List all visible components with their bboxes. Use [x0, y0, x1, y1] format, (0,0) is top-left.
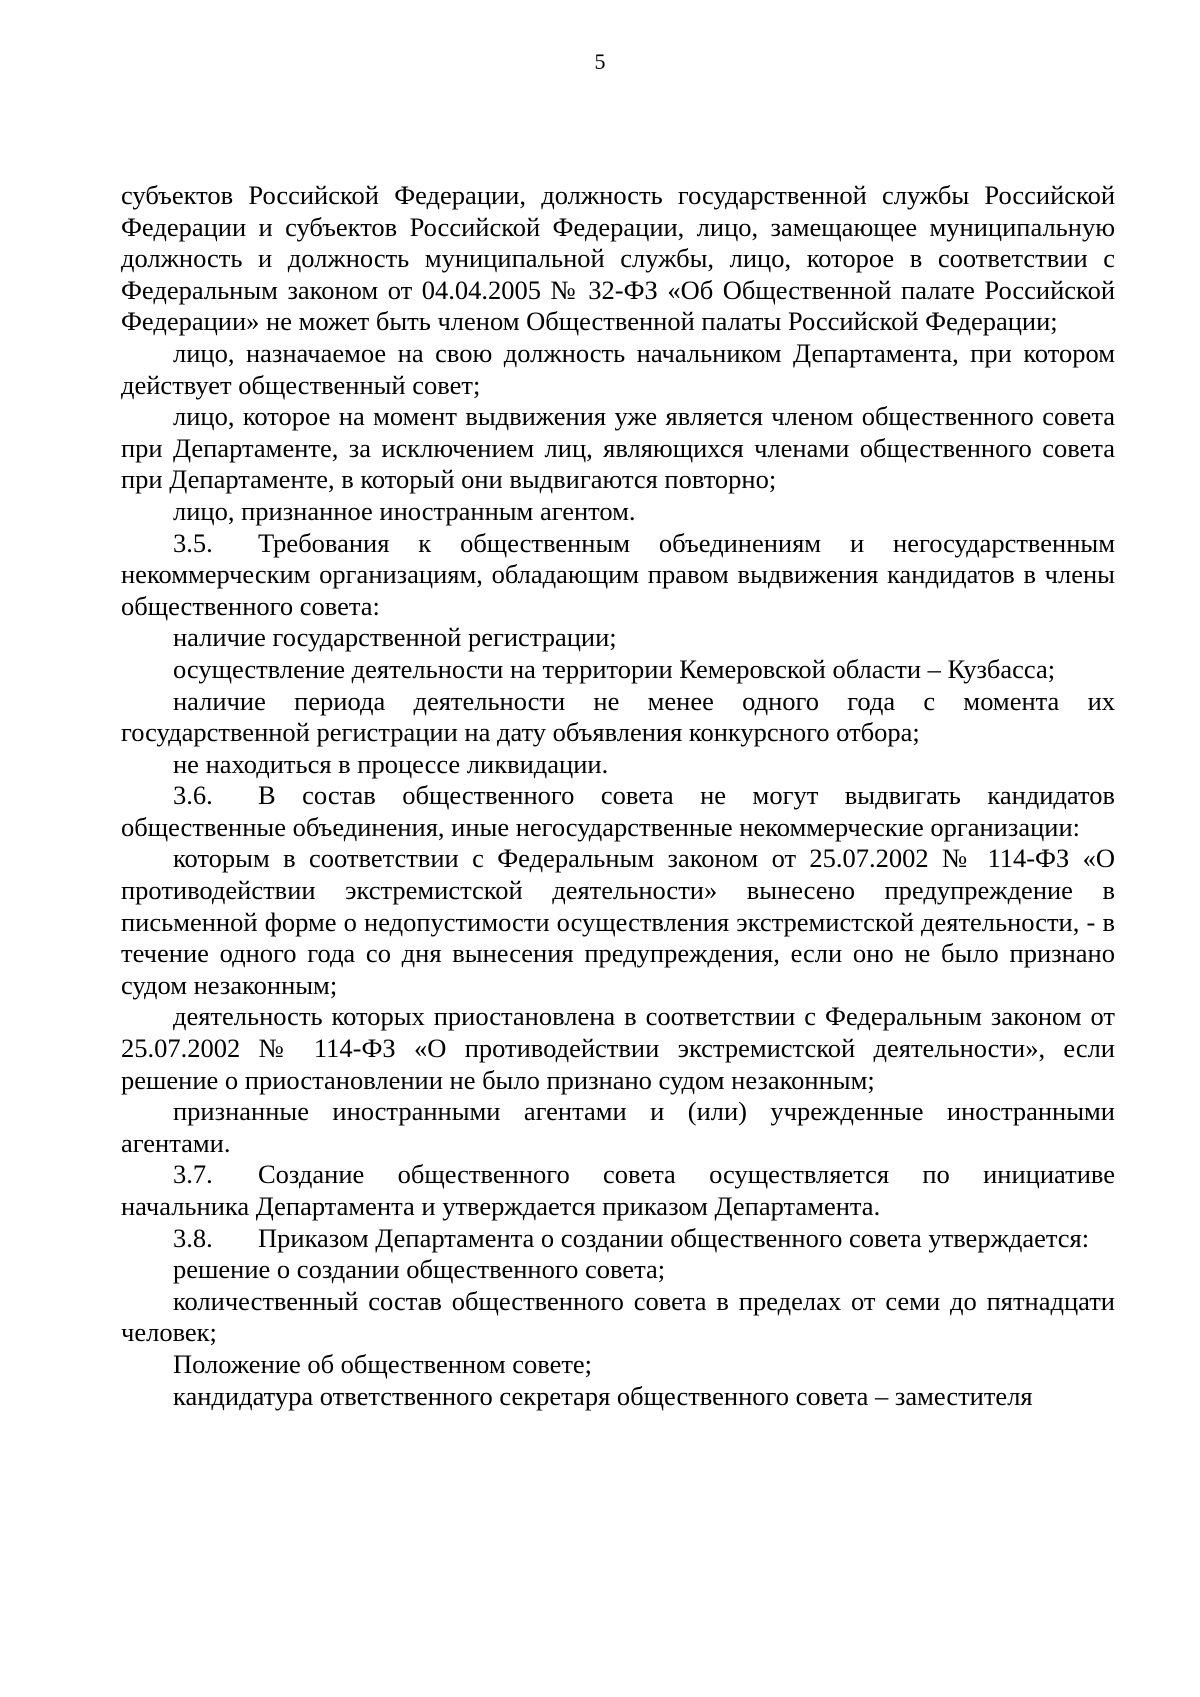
clause-text: Создание общественного совета осуществляется по инициативе начальника Департамента и утверждается приказом Департамента. [121, 1159, 1115, 1221]
page-number: 5 [594, 49, 606, 74]
paragraph: признанные иностранными агентами и (или) учрежденные иностранными агентами. [121, 1096, 1115, 1158]
clause-number: 3.5. [173, 527, 213, 558]
clause-3-6 [121, 780, 1115, 843]
clause-3-7 [121, 1159, 1115, 1222]
document-body [121, 180, 1115, 1412]
clause-number: 3.6. [173, 780, 213, 811]
paragraph: Положение об общественном совете; [173, 1348, 593, 1379]
paragraph: деятельность которых приостановлена в соответствии с Федеральным законом от 25.07.2002 № 114-ФЗ «О противодействии экстремистской деятельности», если решение о приостановлении не было признано судом незаконным; [121, 1001, 1115, 1095]
paragraph: лицо, которое на момент выдвижения уже является членом общественного совета при Департаменте, за исключением лиц, являющихся членами общественного совета при Департаменте, в который они выдвигаются повторно; [121, 401, 1115, 495]
paragraph: которым в соответствии с Федеральным законом от 25.07.2002 № 114-ФЗ «О противодействии экстремистской деятельности» вынесено предупреждение в письменной форме о недопустимости осуществления экстремистской деятельности, - в течение одного года со дня вынесения предупреждения, если оно не было признано судом незаконным; [121, 843, 1115, 1000]
paragraph: лицо, назначаемое на свою должность начальником Департамента, при котором действует общественный совет; [121, 337, 1115, 400]
paragraph: наличие государственной регистрации; [173, 622, 617, 653]
paragraph: лицо, признанное иностранным агентом. [173, 495, 636, 526]
paragraph: решение о создании общественного совета; [173, 1254, 666, 1285]
clause-3-5 [121, 528, 1115, 623]
paragraph: осуществление деятельности на территории Кемеровской области – Кузбасса; [173, 653, 1056, 684]
clause-number: 3.8. [173, 1222, 213, 1253]
clause-text: В состав общественного совета не могут выдвигать кандидатов общественные объединения, иные негосударственные некоммерческие организации: [121, 780, 1115, 842]
clause-text: Приказом Департамента о создании общественного совета утверждается: [258, 1222, 1090, 1253]
paragraph: количественный состав общественного совета в пределах от семи до пятнадцати человек; [121, 1285, 1115, 1348]
clause-3-8 [121, 1223, 1115, 1255]
clause-number: 3.7. [173, 1159, 213, 1190]
paragraph: субъектов Российской Федерации, должность государственной службы Российской Федерации и субъектов Российской Федерации, лицо, замещающее муниципальную должность и должность муниципальной службы, лицо, которое в соответствии с Федеральным законом от 04.04.2005 № 32-ФЗ «Об Общественной палате Российской Федерации» не может быть членом Общественной палаты Российской Федерации; [121, 180, 1115, 337]
clause-text: Требования к общественным объединениям и негосударственным некоммерческим организациям, обладающим правом выдвижения кандидатов в члены общественного совета: [121, 527, 1115, 621]
paragraph: не находиться в процессе ликвидации. [173, 748, 609, 779]
paragraph: наличие периода деятельности не менее одного года с момента их государственной регистрации на дату объявления конкурсного отбора; [121, 685, 1115, 748]
paragraph: кандидатура ответственного секретаря общественного совета – заместителя [173, 1380, 1033, 1411]
